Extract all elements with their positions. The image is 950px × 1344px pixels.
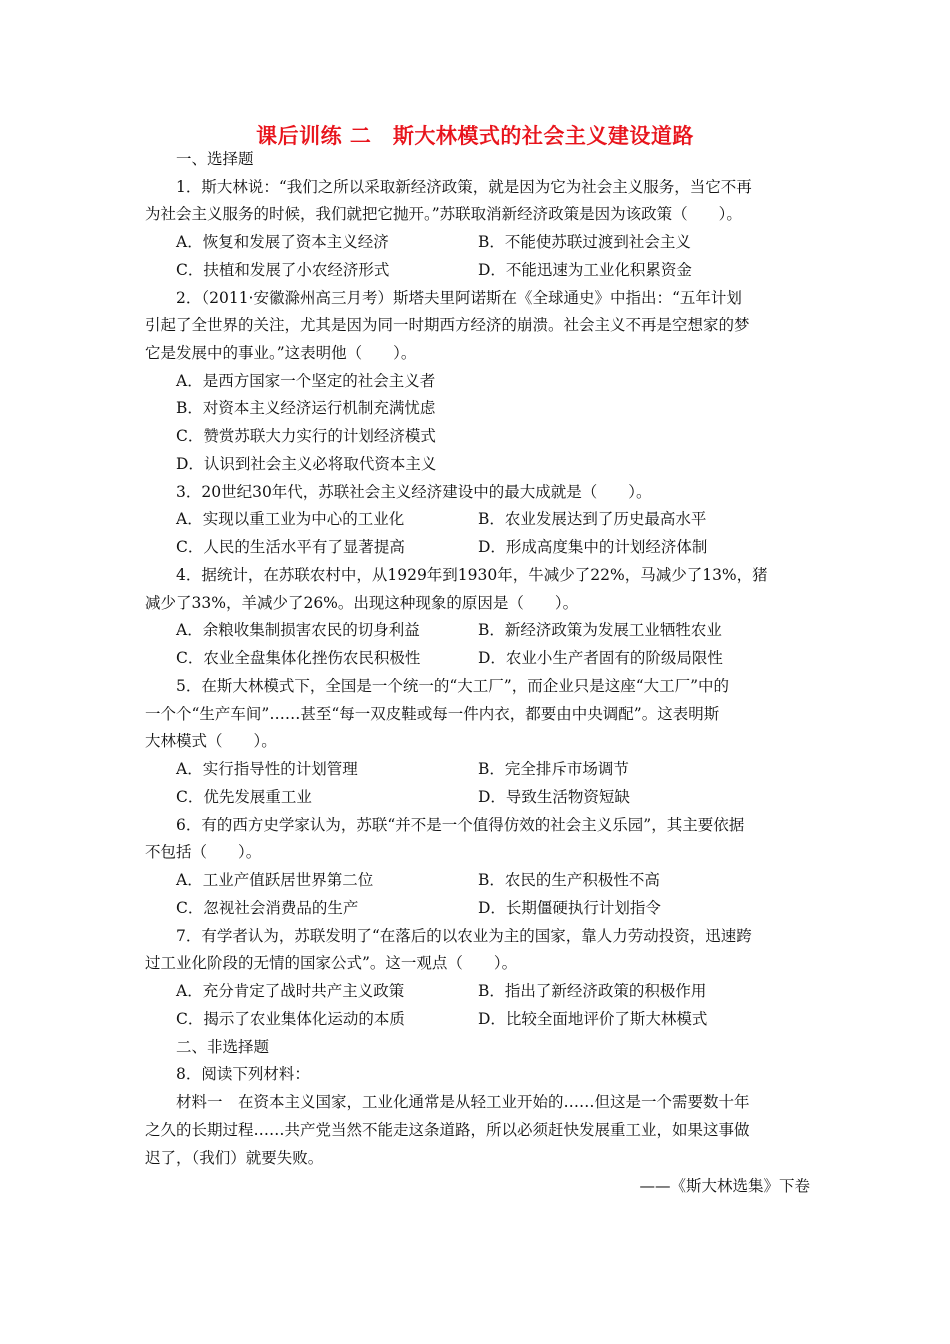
- question-5-option-c: C．优先发展重工业: [176, 788, 312, 806]
- question-5-text: 5．在斯大林模式下，全国是一个统一的“大工厂”，而企业只是这座“大工厂”中的: [176, 677, 730, 695]
- material-1-text-cont2: 迟了，（我们）就要失败。: [145, 1149, 324, 1167]
- question-5-option-d: D．导致生活物资短缺: [478, 788, 630, 806]
- page-title: 课后训练 二 斯大林模式的社会主义建设道路: [256, 124, 694, 148]
- question-2-text-cont: 引起了全世界的关注，尤其是因为同一时期西方经济的崩溃。社会主义不再是空想家的梦: [145, 316, 750, 334]
- question-7-option-d: D．比较全面地评价了斯大林模式: [478, 1010, 708, 1028]
- question-4-option-d: D．农业小生产者固有的阶级局限性: [478, 649, 723, 667]
- question-4-option-b: B．新经济政策为发展工业牺牲农业: [478, 621, 722, 639]
- question-7-text-cont: 过工业化阶段的无情的国家公式”。这一观点（ ）。: [145, 954, 518, 972]
- question-1-option-b: B．不能使苏联过渡到社会主义: [478, 233, 691, 251]
- question-8-text: 8．阅读下列材料：: [176, 1065, 310, 1083]
- question-1-text-cont: 为社会主义服务的时候，我们就把它抛开。”苏联取消新经济政策是因为该政策（ ）。: [145, 205, 742, 223]
- question-6-option-a: A．工业产值跃居世界第二位: [176, 871, 374, 889]
- question-3-option-a: A．实现以重工业为中心的工业化: [176, 510, 405, 528]
- question-3-option-b: B．农业发展达到了历史最高水平: [478, 510, 707, 528]
- question-1-option-a: A．恢复和发展了资本主义经济: [176, 233, 389, 251]
- question-2-text-cont2: 它是发展中的事业。”这表明他（ ）。: [145, 344, 417, 362]
- question-2-text: 2．（2011·安徽滁州高三月考）斯塔夫里阿诺斯在《全球通史》中指出：“五年计划: [176, 289, 742, 307]
- section-heading-choice: 一、选择题: [176, 150, 254, 168]
- section-heading-nonchoice: 二、非选择题: [176, 1038, 270, 1056]
- question-2-option-a: A．是西方国家一个坚定的社会主义者: [176, 372, 436, 390]
- question-5-option-b: B．完全排斥市场调节: [478, 760, 629, 778]
- question-2-option-b: B．对资本主义经济运行机制充满忧虑: [176, 399, 436, 417]
- question-4-text-cont: 减少了33%，羊减少了26%。出现这种现象的原因是（ ）。: [145, 594, 579, 612]
- question-2-option-d: D．认识到社会主义必将取代资本主义: [176, 455, 437, 473]
- question-1-option-c: C．扶植和发展了小农经济形式: [176, 261, 390, 279]
- question-1-text: 1．斯大林说：“我们之所以采取新经济政策，就是因为它为社会主义服务，当它不再: [176, 178, 752, 196]
- question-6-option-c: C．忽视社会消费品的生产: [176, 899, 359, 917]
- question-6-text: 6．有的西方史学家认为，苏联“并不是一个值得仿效的社会主义乐园”，其主要依据: [176, 816, 745, 834]
- question-4-option-a: A．余粮收集制损害农民的切身利益: [176, 621, 420, 639]
- question-3-option-d: D．形成高度集中的计划经济体制: [478, 538, 708, 556]
- question-7-option-c: C．揭示了农业集体化运动的本质: [176, 1010, 405, 1028]
- question-5-option-a: A．实行指导性的计划管理: [176, 760, 358, 778]
- question-4-option-c: C．农业全盘集体化挫伤农民积极性: [176, 649, 421, 667]
- question-1-option-d: D．不能迅速为工业化积累资金: [478, 261, 692, 279]
- question-7-option-b: B．指出了新经济政策的积极作用: [478, 982, 707, 1000]
- question-6-option-d: D．长期僵硬执行计划指令: [478, 899, 661, 917]
- material-1-source: ——《斯大林选集》下卷: [639, 1177, 810, 1195]
- question-5-text-cont2: 大林模式（ ）。: [145, 732, 277, 750]
- question-7-option-a: A．充分肯定了战时共产主义政策: [176, 982, 405, 1000]
- question-4-text: 4．据统计，在苏联农村中，从1929年到1930年，牛减少了22%，马减少了13%，猪: [176, 566, 768, 584]
- question-3-text: 3．20世纪30年代，苏联社会主义经济建设中的最大成就是（ ）。: [176, 483, 652, 501]
- question-6-option-b: B．农民的生产积极性不高: [478, 871, 660, 889]
- question-6-text-cont: 不包括（ ）。: [145, 843, 262, 861]
- material-1-text-cont: 之久的长期过程……共产党当然不能走这条道路，所以必须赶快发展重工业，如果这事做: [145, 1121, 750, 1139]
- question-5-text-cont: 一个个“生产车间”……甚至“每一双皮鞋或每一件内衣，都要由中央调配”。这表明斯: [145, 705, 720, 723]
- question-2-option-c: C．赞赏苏联大力实行的计划经济模式: [176, 427, 436, 445]
- material-1-text: 材料一 在资本主义国家，工业化通常是从轻工业开始的……但这是一个需要数十年: [176, 1093, 750, 1111]
- question-7-text: 7．有学者认为，苏联发明了“在落后的以农业为主的国家，靠人力劳动投资，迅速跨: [176, 927, 752, 945]
- question-3-option-c: C．人民的生活水平有了显著提高: [176, 538, 405, 556]
